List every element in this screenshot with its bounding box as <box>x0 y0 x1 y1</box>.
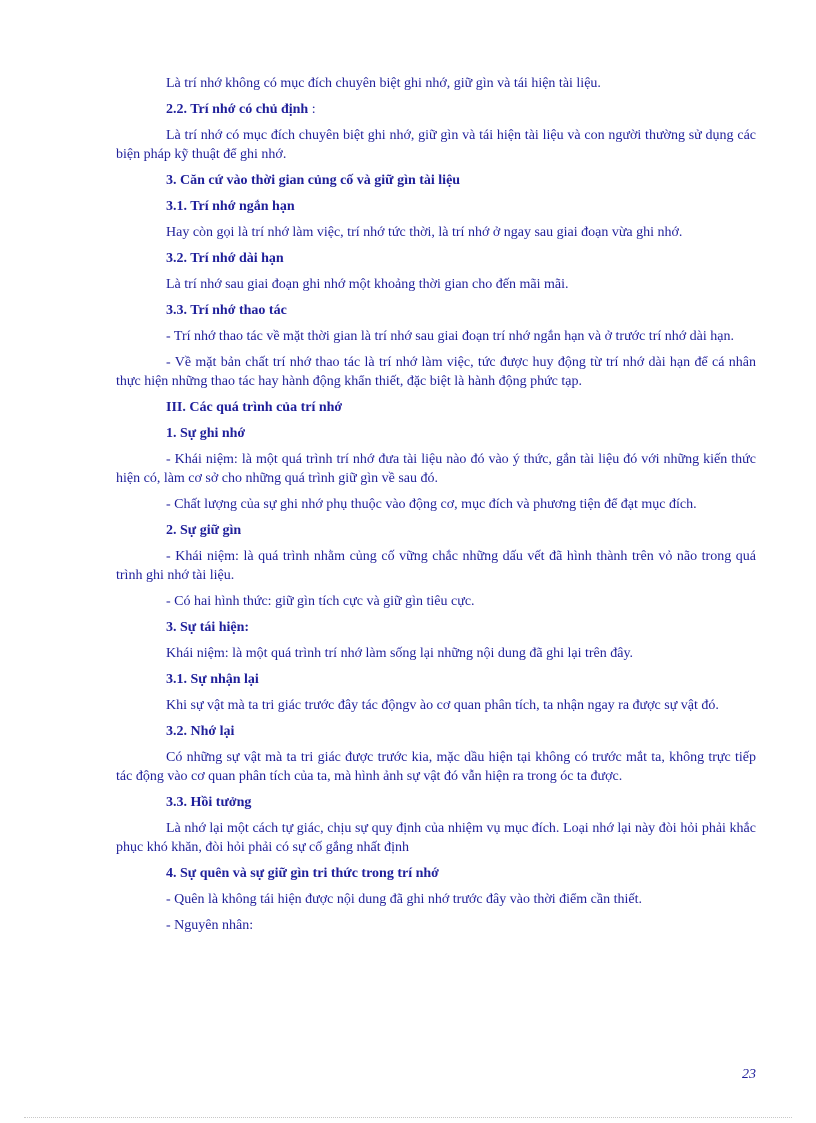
heading-text: 1. Sự ghi nhớ <box>166 426 246 441</box>
heading-text: 3. Căn cứ vào thời gian củng cố và giữ gìn tài liệu <box>166 173 461 188</box>
paragraph-text: - Khái niệm: là một quá trình trí nhớ đưa tài liệu nào đó vào ý thức, gắn tài liệu đó với những kiến thức hiện có, làm cơ sở cho những quá trình giữ gìn về sau đó. <box>116 452 756 486</box>
paragraph-text: Là trí nhớ sau giai đoạn ghi nhớ một khoảng thời gian cho đến mãi mãi. <box>166 277 569 292</box>
section-heading <box>116 618 756 637</box>
heading-text: 3.2. Nhớ lại <box>166 724 235 739</box>
heading-text: 3. Sự tái hiện: <box>166 620 250 635</box>
body-paragraph <box>116 353 756 391</box>
body-paragraph <box>116 696 756 715</box>
heading-text: 3.3. Hồi tưởng <box>166 795 252 810</box>
heading-text: III. Các quá trình của trí nhớ <box>166 400 343 415</box>
heading-text: 2.2. Trí nhớ có chủ định <box>166 102 309 117</box>
section-heading <box>116 171 756 190</box>
body-paragraph <box>116 890 756 909</box>
body-paragraph <box>116 592 756 611</box>
section-heading <box>116 722 756 741</box>
paragraph-text: Là trí nhớ không có mục đích chuyên biệt ghi nhớ, giữ gìn và tái hiện tài liệu. <box>166 76 601 91</box>
paragraph-text: - Nguyên nhân: <box>166 918 254 933</box>
section-heading <box>116 197 756 216</box>
section-heading <box>116 424 756 443</box>
section-heading <box>116 670 756 689</box>
heading-text: 4. Sự quên và sự giữ gìn tri thức trong trí nhớ <box>166 866 439 881</box>
paragraph-text: - Về mặt bản chất trí nhớ thao tác là trí nhớ làm việc, tức được huy động từ trí nhớ dài hạn để cá nhân thực hiện những thao tác hay hành động khẩn thiết, đặc biệt là hành động phức tạp. <box>116 355 756 389</box>
body-paragraph <box>116 547 756 585</box>
heading-text: 2. Sự giữ gìn <box>166 523 242 538</box>
heading-text: 3.1. Trí nhớ ngắn hạn <box>166 199 295 214</box>
body-paragraph <box>116 327 756 346</box>
paragraph-text: Khái niệm: là một quá trình trí nhớ làm sống lại những nội dung đã ghi lại trên đây. <box>166 646 634 661</box>
paragraph-text: Khi sự vật mà ta tri giác trước đây tác độngv ào cơ quan phân tích, ta nhận ngay ra được sự vật đó. <box>166 698 719 713</box>
body-paragraph <box>116 74 756 93</box>
body-paragraph <box>116 748 756 786</box>
paragraph-text: Hay còn gọi là trí nhớ làm việc, trí nhớ tức thời, là trí nhớ ở ngay sau giai đoạn vừa ghi nhớ. <box>166 225 683 240</box>
section-heading <box>116 864 756 883</box>
heading-text: 3.1. Sự nhận lại <box>166 672 259 687</box>
body-paragraph <box>116 223 756 242</box>
paragraph-text: - Có hai hình thức: giữ gìn tích cực và giữ gìn tiêu cực. <box>166 594 475 609</box>
page-number: 23 <box>742 1067 756 1082</box>
heading-suffix: : <box>308 102 316 117</box>
body-paragraph <box>116 916 756 935</box>
body-paragraph <box>116 495 756 514</box>
body-paragraph <box>116 275 756 294</box>
section-heading <box>116 521 756 540</box>
heading-text: 3.3. Trí nhớ thao tác <box>166 303 287 318</box>
section-heading <box>116 398 756 417</box>
section-heading <box>116 793 756 812</box>
paragraph-text: - Trí nhớ thao tác về mặt thời gian là trí nhớ sau giai đoạn trí nhớ ngắn hạn và ở trước trí nhớ dài hạn. <box>166 329 734 344</box>
body-paragraph <box>116 450 756 488</box>
paragraph-text: - Quên là không tái hiện được nội dung đã ghi nhớ trước đây vào thời điểm cần thiết. <box>166 892 642 907</box>
paragraph-text: Là trí nhớ có mục đích chuyên biệt ghi nhớ, giữ gìn và tái hiện tài liệu và con người thường sử dụng các biện pháp kỹ thuật để ghi nhớ. <box>116 128 756 162</box>
paragraph-text: - Khái niệm: là quá trình nhằm củng cố vững chắc những dấu vết đã hình thành trên vỏ não trong quá trình ghi nhớ tài liệu. <box>116 549 756 583</box>
section-heading <box>116 249 756 268</box>
body-paragraph <box>116 819 756 857</box>
page-bottom-divider <box>24 1117 792 1118</box>
section-heading <box>116 100 756 119</box>
paragraph-text: Là nhớ lại một cách tự giác, chịu sự quy định của nhiệm vụ mục đích. Loại nhớ lại này đòi hỏi phải khắc phục khó khăn, đòi hỏi phải có sự cố gắng nhất định <box>116 821 756 855</box>
paragraph-text: Có những sự vật mà ta tri giác được trước kia, mặc dầu hiện tại không có trước mắt ta, không trực tiếp tác động vào cơ quan phân tích của ta, mà hình ảnh sự vật đó vẫn hiện ra trong óc ta được. <box>116 750 756 784</box>
paragraph-text: - Chất lượng của sự ghi nhớ phụ thuộc vào động cơ, mục đích và phương tiện để đạt mục đích. <box>166 497 697 512</box>
heading-text: 3.2. Trí nhớ dài hạn <box>166 251 284 266</box>
section-heading <box>116 301 756 320</box>
body-paragraph <box>116 644 756 663</box>
page-body <box>116 74 756 942</box>
body-paragraph <box>116 126 756 164</box>
